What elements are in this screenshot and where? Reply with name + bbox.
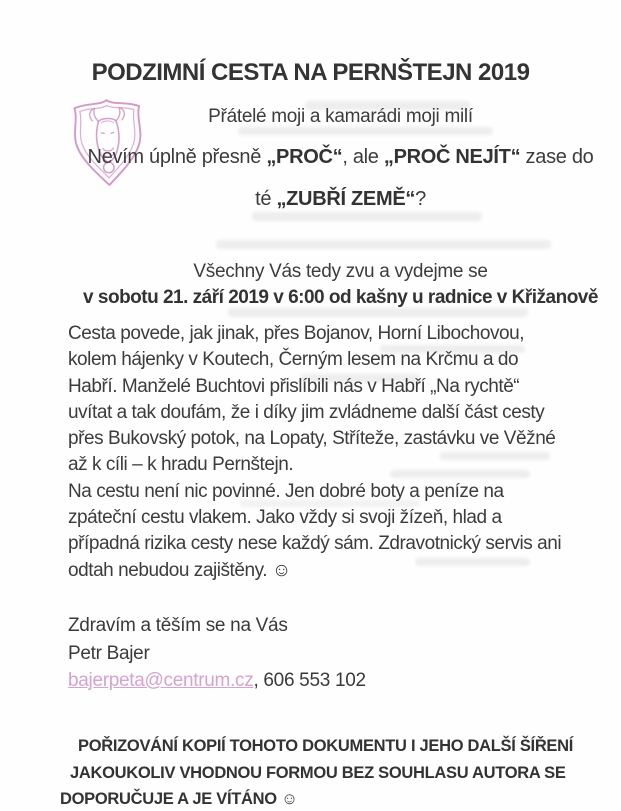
body-line: zpáteční cestu vlakem. Jako vždy si svoji žízeň, hlad a: [68, 507, 502, 529]
phone-number: 606 553 102: [263, 670, 366, 691]
footer-line: DOPORUČUJE A JE VÍTÁNO ☺: [60, 790, 298, 808]
intro1-bold-proc-nejit: „PROČ NEJÍT“: [383, 146, 521, 168]
bleed-through-artifact: [238, 127, 493, 135]
intro-line-2: [60, 188, 621, 211]
intro2-pre: té: [255, 188, 277, 210]
intro1-pre: Nevím úplně přesně: [87, 146, 267, 168]
body-line: Cesta povede, jak jinak, přes Bojanov, Horní Libochovou,: [68, 323, 525, 344]
document-title: PODZIMNÍ CESTA NA PERNŠTEJN 2019: [91, 59, 530, 86]
contact-line: [68, 667, 366, 695]
intro1-mid: , ale: [342, 146, 384, 168]
body-line: Na cestu není nic povinné. Jen dobré boty a peníze na: [68, 480, 504, 502]
signoff-block: [68, 612, 366, 695]
intro1-post: zase do: [520, 146, 594, 168]
body-line: až k cíli – k hradu Pernštejn.: [68, 454, 294, 476]
bleed-through-artifact: [228, 308, 528, 317]
body-line: případná rizika cesty nese každý sám. Zdravotnický servis ani: [68, 533, 562, 555]
intro2-post: ?: [415, 188, 426, 210]
intro-line-1: [60, 146, 621, 169]
email-link[interactable]: bajerpeta@centrum.cz: [68, 670, 254, 691]
body-line: kolem hájenky v Koutech, Černým lesem na Krčmu a do: [68, 349, 519, 371]
body-paragraph: [68, 321, 613, 584]
intro2-bold-zubri-zeme: „ZUBŘÍ ZEMĚ“: [276, 188, 416, 210]
footer-line: JAKOUKOLIV VHODNOU FORMOU BEZ SOUHLASU AUTORA SE: [70, 763, 566, 782]
signoff-greeting: Zdravím a těším se na Vás: [68, 615, 288, 636]
body-line: přes Bukovský potok, na Lopaty, Stříteže, zastávku ve Věžné: [68, 428, 556, 450]
invitation-date-line: v sobotu 21. září 2019 v 6:00 od kašny u radnice v Křižanově: [83, 287, 598, 308]
signoff-author: Petr Bajer: [68, 642, 150, 664]
body-line: Habří. Manželé Buchtovi přislíbili nás v Habří „Na rychtě“: [68, 375, 520, 397]
body-line: uvítat a tak doufám, že i díky jim zvládneme další část cesty: [68, 401, 545, 423]
greeting-text: Přátelé moji a kamarádi moji milí: [208, 106, 473, 127]
invitation-line: Všechny Vás tedy zvu a vydejme se: [193, 261, 488, 282]
body-line: odtah nebudou zajištěny. ☺: [68, 559, 291, 581]
intro1-bold-proc: „PROČ“: [266, 146, 343, 168]
greeting-line: [60, 106, 621, 128]
bleed-through-artifact: [252, 212, 482, 221]
footer-disclaimer: [60, 733, 615, 811]
bleed-through-artifact: [216, 240, 551, 249]
footer-line: POŘIZOVÁNÍ KOPIÍ TOHOTO DOKUMENTU I JEHO DALŠÍ ŠÍŘENÍ: [78, 737, 574, 755]
contact-separator: ,: [253, 670, 264, 691]
